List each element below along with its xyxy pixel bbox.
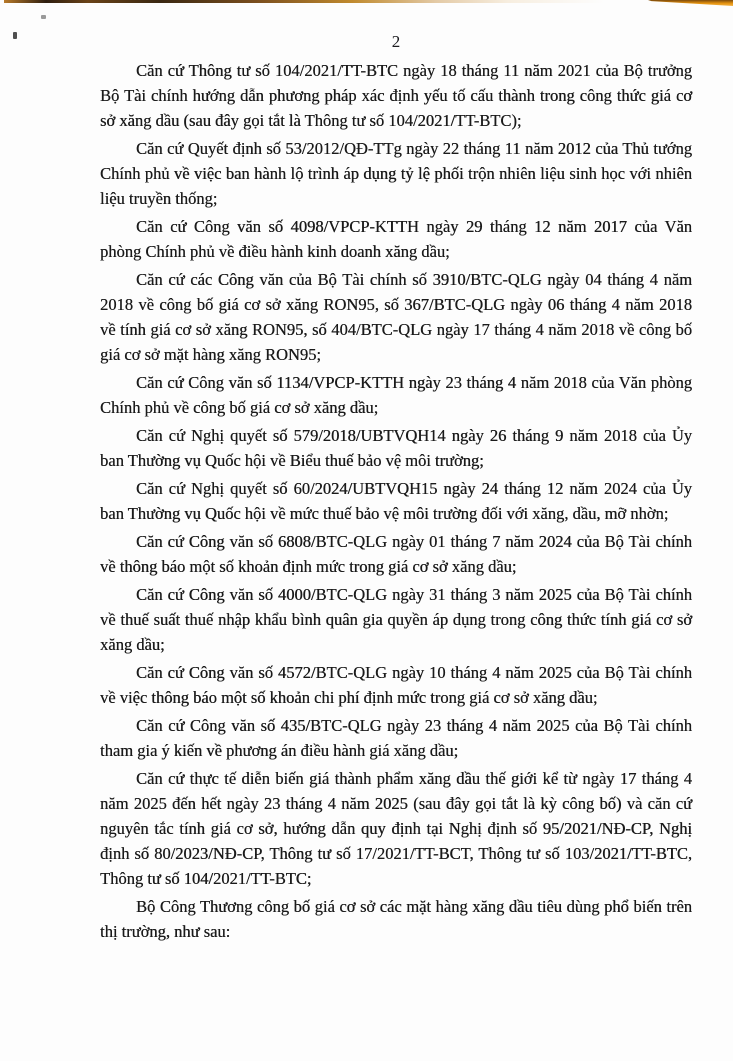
paragraph: Căn cứ các Công văn của Bộ Tài chính số 3910/BTC-QLG ngày 04 tháng 4 năm 2018 về công bố giá cơ sở xăng RON95, số 367/BTC-QLG ngày 06 tháng 4 năm 2018 về tính giá cơ sở xăng RON95, số 404/BTC-QLG ngày 17 tháng 4 năm 2018 về công bố giá cơ sở mặt hàng xăng RON95; [100, 270, 692, 364]
paragraph: Căn cứ Công văn số 4000/BTC-QLG ngày 31 tháng 3 năm 2025 của Bộ Tài chính về thuế suất thuế nhập khẩu bình quân gia quyền áp dụng trong công thức tính giá cơ sở xăng dầu; [100, 585, 692, 654]
document-body [100, 58, 692, 947]
scan-speck [13, 32, 17, 39]
scan-speck [41, 15, 46, 19]
paragraph: Căn cứ Quyết định số 53/2012/QĐ-TTg ngày 22 tháng 11 năm 2012 của Thủ tướng Chính phủ về việc ban hành lộ trình áp dụng tỷ lệ phối trộn nhiên liệu sinh học với nhiên liệu truyền thống; [100, 139, 692, 208]
page-number: 2 [391, 32, 401, 51]
paragraph: Căn cứ Nghị quyết số 579/2018/UBTVQH14 ngày 26 tháng 9 năm 2018 của Ủy ban Thường vụ Quốc hội về Biểu thuế bảo vệ môi trường; [100, 426, 692, 470]
paragraph: Căn cứ Công văn số 4098/VPCP-KTTH ngày 29 tháng 12 năm 2017 của Văn phòng Chính phủ về điều hành kinh doanh xăng dầu; [100, 217, 692, 261]
paragraph: Căn cứ Công văn số 1134/VPCP-KTTH ngày 23 tháng 4 năm 2018 của Văn phòng Chính phủ về công bố giá cơ sở xăng dầu; [100, 373, 692, 417]
paragraph: Căn cứ Nghị quyết số 60/2024/UBTVQH15 ngày 24 tháng 12 năm 2024 của Ủy ban Thường vụ Quốc hội về mức thuế bảo vệ môi trường đối với xăng, dầu, mỡ nhờn; [100, 479, 692, 523]
paragraph: Bộ Công Thương công bố giá cơ sở các mặt hàng xăng dầu tiêu dùng phổ biến trên thị trường, như sau: [100, 897, 692, 941]
paragraph: Căn cứ thực tế diễn biến giá thành phẩm xăng dầu thế giới kể từ ngày 17 tháng 4 năm 2025 đến hết ngày 23 tháng 4 năm 2025 (sau đây gọi tắt là kỳ công bố) và căn cứ nguyên tắc tính giá cơ sở, hướng dẫn quy định tại Nghị định số 95/2021/NĐ-CP, Nghị định số 80/2023/NĐ-CP, Thông tư số 17/2021/TT-BCT, Thông tư số 103/2021/TT-BTC, Thông tư số 104/2021/TT-BTC; [100, 769, 692, 888]
paragraph: Căn cứ Công văn số 6808/BTC-QLG ngày 01 tháng 7 năm 2024 của Bộ Tài chính về thông báo một số khoản định mức trong giá cơ sở xăng dầu; [100, 532, 692, 576]
scan-corner-artifact [648, 0, 733, 6]
paragraph: Căn cứ Thông tư số 104/2021/TT-BTC ngày 18 tháng 11 năm 2021 của Bộ trưởng Bộ Tài chính hướng dẫn phương pháp xác định yếu tố cấu thành trong công thức giá cơ sở xăng dầu (sau đây gọi tắt là Thông tư số 104/2021/TT-BTC); [100, 61, 692, 130]
paragraph: Căn cứ Công văn số 435/BTC-QLG ngày 23 tháng 4 năm 2025 của Bộ Tài chính tham gia ý kiến về phương án điều hành giá xăng dầu; [100, 716, 692, 760]
paragraph: Căn cứ Công văn số 4572/BTC-QLG ngày 10 tháng 4 năm 2025 của Bộ Tài chính về việc thông báo một số khoản chi phí định mức trong giá cơ sở xăng dầu; [100, 663, 692, 707]
scan-top-edge-artifact [4, 0, 604, 3]
